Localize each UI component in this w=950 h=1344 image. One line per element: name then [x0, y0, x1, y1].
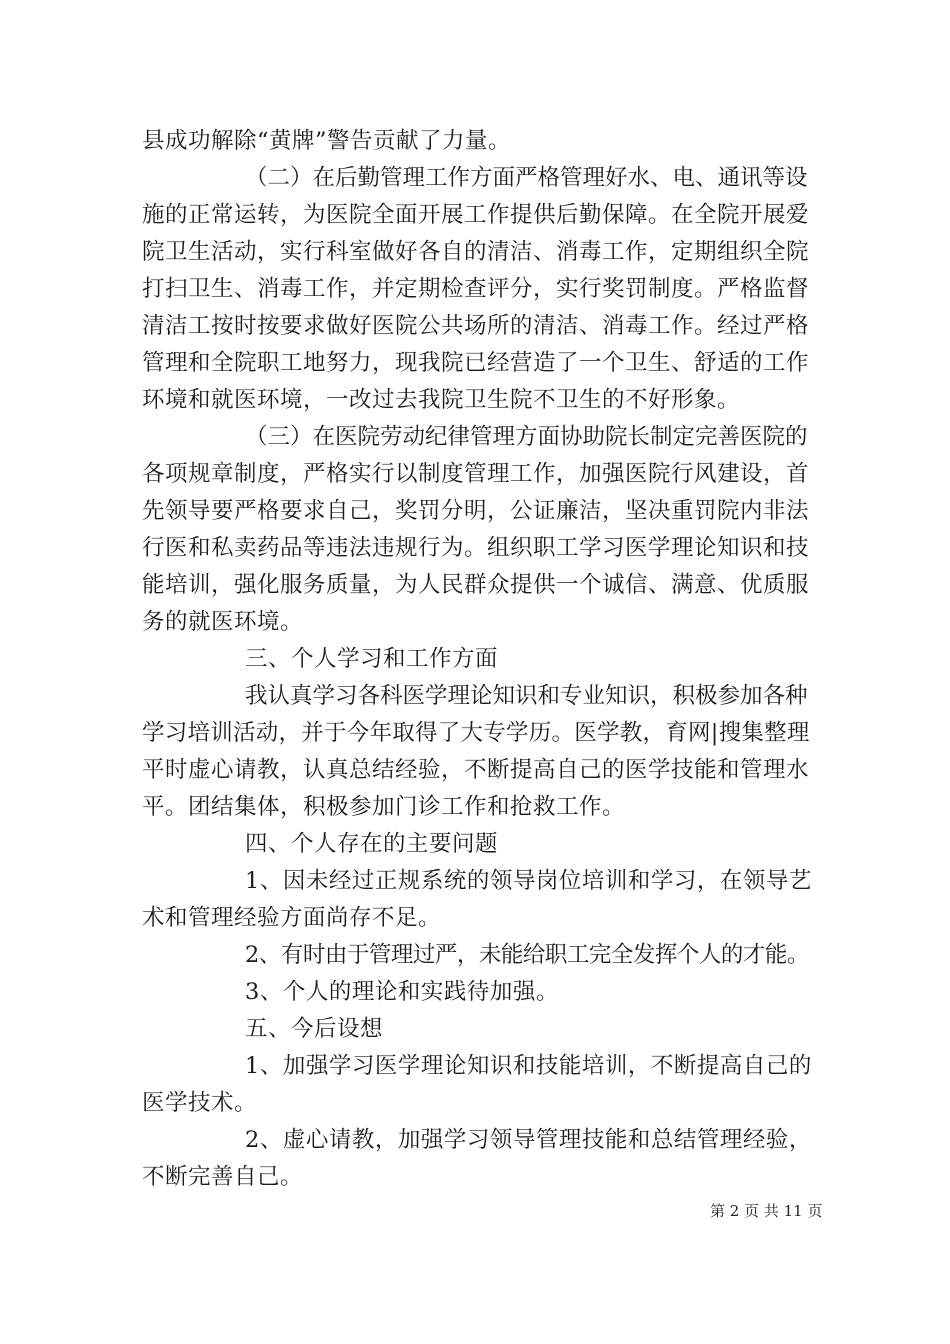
- text-line: 1、因未经过正规系统的领导岗位培训和学习，在领导艺: [245, 868, 812, 894]
- text-line: 打扫卫生、消毒工作，并定期检查评分，实行奖罚制度。严格监督: [142, 276, 810, 302]
- text-line: 施的正常运转，为医院全面开展工作提供后勤保障。在全院开展爱: [142, 202, 810, 228]
- text-line: 务的就医环境。: [142, 609, 304, 635]
- text-line: 医学技术。: [142, 1090, 258, 1116]
- section-heading: 四、个人存在的主要问题: [245, 831, 499, 857]
- section-heading: 三、个人学习和工作方面: [245, 646, 499, 672]
- text-line: 学习培训活动，并于今年取得了大专学历。医学教，育网|搜集整理: [142, 720, 810, 746]
- text-line: 2、有时由于管理过严，未能给职工完全发挥个人的才能。: [245, 942, 809, 968]
- text-line: 县成功解除“黄牌”警告贡献了力量。: [142, 128, 512, 154]
- text-line: 1、加强学习医学理论知识和技能培训，不断提高自己的: [245, 1053, 812, 1079]
- text-line: 各项规章制度，严格实行以制度管理工作，加强医院行风建设，首: [142, 461, 810, 487]
- text-line: 管理和全院职工地努力，现我院已经营造了一个卫生、舒适的工作: [142, 350, 810, 376]
- text-line: 行医和私卖药品等违法违规行为。组织职工学习医学理论知识和技: [142, 535, 810, 561]
- text-line: 平。团结集体，积极参加门诊工作和抢救工作。: [142, 794, 626, 820]
- text-line: 先领导要严格要求自己，奖罚分明，公证廉洁，坚决重罚院内非法: [142, 498, 810, 524]
- text-line: 清洁工按时按要求做好医院公共场所的清洁、消毒工作。经过严格: [142, 313, 810, 339]
- text-line: 平时虚心请教，认真总结经验，不断提高自己的医学技能和管理水: [142, 757, 810, 783]
- text-line: 院卫生活动，实行科室做好各自的清洁、消毒工作，定期组织全院: [142, 239, 810, 265]
- section-heading: 五、今后设想: [245, 1016, 384, 1042]
- page-number: 第 2 页 共 11 页: [710, 1202, 823, 1220]
- text-line: 3、个人的理论和实践待加强。: [245, 979, 559, 1005]
- text-line: 环境和就医环境，一改过去我院卫生院不卫生的不好形象。: [142, 387, 741, 413]
- text-line: 不断完善自己。: [142, 1164, 304, 1190]
- text-line: （三）在医院劳动纪律管理方面协助院长制定完善医院的: [245, 424, 808, 450]
- text-line: 我认真学习各科医学理论知识和专业知识，积极参加各种: [245, 683, 808, 709]
- text-line: 2、虚心请教，加强学习领导管理技能和总结管理经验，: [245, 1127, 812, 1153]
- text-line: 术和管理经验方面尚存不足。: [142, 905, 442, 931]
- text-line: 能培训，强化服务质量，为人民群众提供一个诚信、满意、优质服: [142, 572, 810, 598]
- text-line: （二）在后勤管理工作方面严格管理好水、电、通讯等设: [245, 165, 808, 191]
